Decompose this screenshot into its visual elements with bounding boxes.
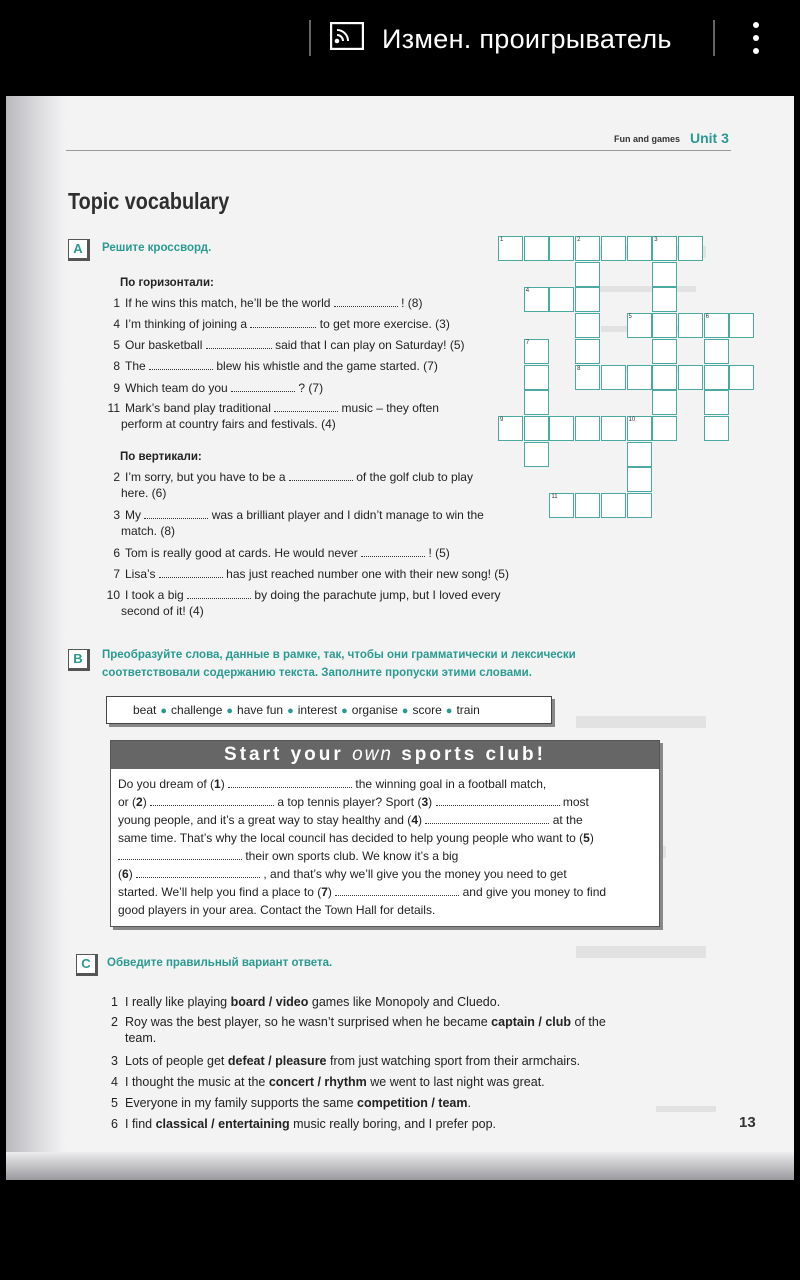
clue-down-2: 2 I’m sorry, but you have to be a of the golf club to play here. (6)	[113, 470, 473, 500]
crossword-cell[interactable]	[678, 313, 703, 338]
article-line: or (2) a top tennis player? Sport (3) most	[118, 795, 589, 809]
question-item: 3 Lots of people get defeat / pleasure from just watching sport from their armchairs.	[111, 1054, 581, 1068]
section-a-instruction: Решите кроссворд.	[102, 242, 212, 254]
crossword-number: 4	[525, 288, 530, 295]
crossword-cell[interactable]	[704, 365, 729, 390]
section-b-instruction-line2: соответствовали содержанию текста. Заполните пропуски этими словами.	[102, 667, 532, 679]
page-edge	[6, 1152, 794, 1180]
crossword-cell[interactable]	[627, 467, 652, 492]
crossword-cell[interactable]	[627, 236, 652, 261]
crossword-cell[interactable]	[678, 236, 703, 261]
word-organise: organise	[351, 703, 398, 717]
crossword-cell[interactable]	[601, 416, 626, 441]
change-player-button[interactable]: Измен. проигрыватель	[382, 24, 672, 54]
crossword-cell[interactable]	[652, 339, 677, 364]
crossword-cell[interactable]	[729, 313, 754, 338]
crossword-number: 11	[551, 494, 558, 500]
page-number: 13	[739, 1114, 756, 1131]
choice[interactable]: board / video	[230, 995, 309, 1009]
section-b-letter: B	[68, 649, 90, 671]
crossword-cell[interactable]	[652, 416, 677, 441]
article-line: started. We’ll help you find a place to (7) and give you money to find	[118, 885, 607, 899]
article-line: Do you dream of (1) the winning goal in a football match,	[118, 777, 547, 791]
question-item: 4 I thought the music at the concert / rhythm we went to last night was great.	[111, 1075, 545, 1089]
clue-down-7: 7 Lisa’s has just reached number one with their new song! (5)	[113, 567, 509, 581]
divider	[309, 20, 311, 56]
page-title: Topic vocabulary	[68, 188, 230, 214]
question-item: 5 Everyone in my family supports the same competition / team.	[111, 1096, 471, 1110]
article-line: same time. That’s why the local council has decided to help young people who want to (5)	[118, 831, 594, 845]
header-section: Fun and games	[614, 134, 681, 144]
word-beat: beat	[133, 703, 157, 717]
clue-down-6: 6 Tom is really good at cards. He would never ! (5)	[113, 546, 450, 560]
choice[interactable]: captain / club	[491, 1015, 572, 1029]
crossword-cell[interactable]	[652, 262, 677, 287]
article-line: their own sports club. We know it’s a big	[118, 849, 458, 863]
crossword-number: 9	[500, 416, 504, 423]
crossword-number: 10	[628, 416, 636, 423]
clue-down-10: 10 I took a big by doing the parachute jump, but I loved every second of it! (4)	[106, 588, 501, 618]
crossword-cell[interactable]	[704, 339, 729, 364]
down-heading: По вертикали:	[120, 451, 202, 463]
choice[interactable]: competition / team	[357, 1096, 468, 1110]
choice[interactable]: concert / rhythm	[268, 1075, 367, 1089]
word-box: beat ● challenge ● have fun ● interest ● organise ● score ● train	[106, 696, 552, 724]
crossword-number: 6	[705, 314, 709, 321]
crossword-cell[interactable]	[652, 287, 677, 312]
crossword-cell[interactable]	[704, 390, 729, 415]
clue-across-4: 4 I’m thinking of joining a to get more exercise. (3)	[113, 317, 450, 331]
article-line: (6) , and that’s why we’ll give you the money you need to get	[118, 867, 567, 881]
question-item: 6 I find classical / entertaining music really boring, and I prefer pop.	[111, 1117, 497, 1131]
page-shadow	[6, 96, 66, 1180]
header-rule	[66, 150, 731, 151]
choice[interactable]: defeat / pleasure	[227, 1054, 327, 1068]
crossword-cell[interactable]	[524, 442, 549, 467]
word-interest: interest	[297, 703, 338, 717]
crossword-cell[interactable]	[524, 365, 549, 390]
clue-across-9: 9 Which team do you ? (7)	[113, 381, 324, 395]
crossword-number: 3	[654, 237, 658, 243]
section-a-letter: A	[68, 239, 90, 261]
crossword-number: 8	[577, 365, 581, 372]
section-b-instruction-line1: Преобразуйте слова, данные в рамке, так, чтобы они грамматически и лексически	[102, 649, 576, 661]
clue-down-3: 3 My was a brilliant player and I didn’t manage to win the match. (8)	[113, 508, 484, 538]
across-heading: По горизонтали:	[120, 277, 214, 289]
crossword-cell[interactable]	[524, 416, 549, 441]
cast-icon[interactable]	[330, 22, 364, 50]
document-page[interactable]	[6, 96, 794, 1180]
clue-across-5: 5 Our basketball said that I can play on Saturday! (5)	[113, 338, 465, 352]
word-train: train	[456, 703, 480, 717]
crossword-cell[interactable]	[627, 493, 652, 518]
header-unit: Unit 3	[690, 130, 729, 146]
crossword-cell[interactable]	[549, 287, 574, 312]
crossword-cell[interactable]	[575, 313, 600, 338]
more-vert-icon[interactable]	[744, 18, 768, 58]
crossword-number: 7	[525, 339, 530, 346]
crossword-cell[interactable]	[704, 416, 729, 441]
section-c-instruction: Обведите правильный вариант ответа.	[107, 957, 333, 969]
crossword-cell[interactable]	[652, 313, 677, 338]
choice[interactable]: classical / entertaining	[155, 1117, 290, 1131]
crossword-number: 5	[628, 314, 632, 321]
word-have-fun: have fun	[237, 703, 284, 717]
crossword-cell[interactable]	[652, 365, 677, 390]
crossword-cell[interactable]	[575, 287, 600, 312]
clue-across-1: 1 If he wins this match, he’ll be the world ! (8)	[113, 296, 423, 310]
crossword-cell[interactable]	[575, 339, 600, 364]
clue-across-11: 11 Mark’s band play traditional music – they often perform at country fairs and festivals. (4)	[107, 401, 439, 431]
section-c-letter: C	[76, 954, 98, 976]
crossword-cell[interactable]	[601, 493, 626, 518]
article-line: young people, and it’s a great way to stay healthy and (4) at the	[118, 813, 583, 827]
status-bar	[0, 0, 800, 90]
crossword-cell[interactable]	[575, 262, 600, 287]
crossword-number: 1	[500, 237, 504, 243]
crossword-cell[interactable]	[549, 236, 574, 261]
article-box	[110, 740, 660, 927]
divider	[713, 20, 715, 56]
crossword-cell[interactable]	[575, 416, 600, 441]
crossword-cell[interactable]	[627, 442, 652, 467]
crossword-cell[interactable]	[524, 390, 549, 415]
crossword-cell[interactable]	[627, 365, 652, 390]
article-title: Start your own sports club!	[111, 741, 659, 769]
crossword-cell[interactable]	[524, 236, 549, 261]
crossword-grid[interactable]	[498, 236, 768, 526]
word-challenge: challenge	[171, 703, 223, 717]
crossword-cell[interactable]	[678, 365, 703, 390]
word-score: score	[412, 703, 442, 717]
crossword-cell[interactable]	[575, 493, 600, 518]
question-item: 1 I really like playing board / video games like Monopoly and Cluedo.	[111, 995, 501, 1009]
crossword-cell[interactable]	[549, 416, 574, 441]
crossword-cell[interactable]	[729, 365, 754, 390]
question-item: 2 Roy was the best player, so he wasn’t surprised when he became captain / club of the team.	[111, 1015, 606, 1045]
crossword-cell[interactable]	[652, 390, 677, 415]
crossword-number: 2	[577, 237, 581, 243]
crossword-cell[interactable]	[601, 236, 626, 261]
crossword-cell[interactable]	[601, 365, 626, 390]
article-line: good players in your area. Contact the Town Hall for details.	[118, 903, 436, 917]
clue-across-8: 8 The blew his whistle and the game started. (7)	[113, 359, 438, 373]
